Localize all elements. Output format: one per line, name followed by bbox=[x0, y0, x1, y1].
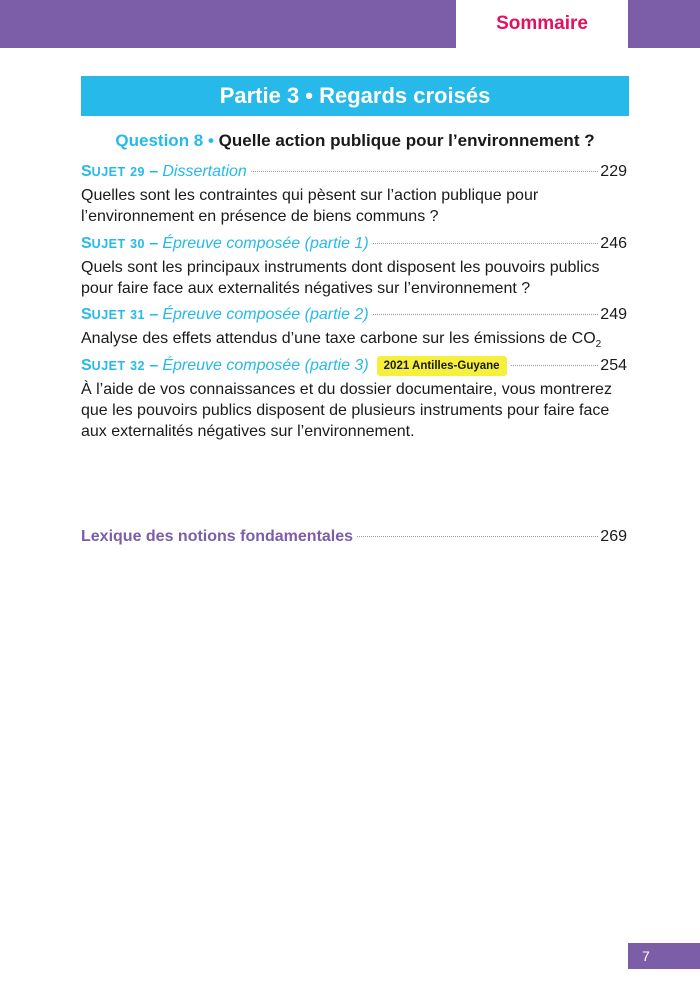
footer-page-number-text: 7 bbox=[642, 948, 650, 964]
footer-page-number bbox=[628, 943, 700, 969]
page-number: 254 bbox=[600, 357, 627, 374]
page-number: 269 bbox=[600, 528, 627, 545]
sujet-type: Dissertation bbox=[162, 163, 247, 180]
page-number: 249 bbox=[600, 306, 627, 323]
sujet-description: Quels sont les principaux instruments dont disposent les pouvoirs publics pour faire face aux externalités négatives sur l’environnement ? bbox=[81, 259, 600, 297]
toc-entry-sujet-32[interactable] bbox=[81, 355, 627, 442]
sujet-label: SUJET 31 – bbox=[81, 306, 159, 323]
sujet-description: Quelles sont les contraintes qui pèsent sur l’action publique pour l’environnement en présence de biens communs ? bbox=[81, 187, 539, 225]
lexique-label: Lexique des notions fondamentales bbox=[81, 528, 354, 545]
part-title: Partie 3 • Regards croisés bbox=[219, 83, 491, 108]
question-label: Question 8 bbox=[115, 131, 204, 150]
sujet-label: SUJET 29 – bbox=[81, 163, 159, 180]
header-band-left bbox=[0, 0, 456, 48]
toc-entry-lexique[interactable] bbox=[81, 526, 627, 548]
toc-entry-sujet-31[interactable] bbox=[81, 304, 627, 355]
question-title: Quelle action publique pour l’environnement ? bbox=[218, 131, 595, 150]
page-number: 246 bbox=[600, 235, 627, 252]
question-bullet: • bbox=[203, 131, 219, 150]
sommaire-tab[interactable]: Sommaire bbox=[496, 13, 588, 34]
dot-leader bbox=[357, 536, 598, 537]
dot-leader bbox=[511, 365, 599, 366]
sujet-label: SUJET 32 – bbox=[81, 357, 159, 374]
sujet-type: Épreuve composée (partie 2) bbox=[162, 306, 369, 323]
exam-session-badge: 2021 Antilles-Guyane bbox=[377, 356, 507, 376]
dot-leader bbox=[373, 314, 599, 315]
header-band-right bbox=[628, 0, 700, 48]
co2-subscript: 2 bbox=[595, 339, 602, 350]
toc-entry-sujet-30[interactable] bbox=[81, 233, 627, 299]
sujet-description: Analyse des effets attendus d’une taxe carbone sur les émissions de $CO_2$ bbox=[81, 330, 602, 350]
sujet-type: Épreuve composée (partie 3) bbox=[162, 357, 369, 374]
sujet-type: Épreuve composée (partie 1) bbox=[162, 235, 369, 252]
sujet-label: SUJET 30 – bbox=[81, 235, 159, 252]
sujet-description: À l’aide de vos connaissances et du dossier documentaire, vous montrerez que les pouvoirs publics disposent de plusieurs instruments pour faire face aux externalités négatives sur l’environnement. bbox=[81, 381, 612, 440]
toc-entry-sujet-29[interactable] bbox=[81, 161, 627, 227]
page-number: 229 bbox=[600, 163, 627, 180]
part-title-banner bbox=[81, 76, 629, 116]
dot-leader bbox=[251, 171, 598, 172]
question-heading bbox=[81, 131, 629, 151]
dot-leader bbox=[373, 243, 599, 244]
